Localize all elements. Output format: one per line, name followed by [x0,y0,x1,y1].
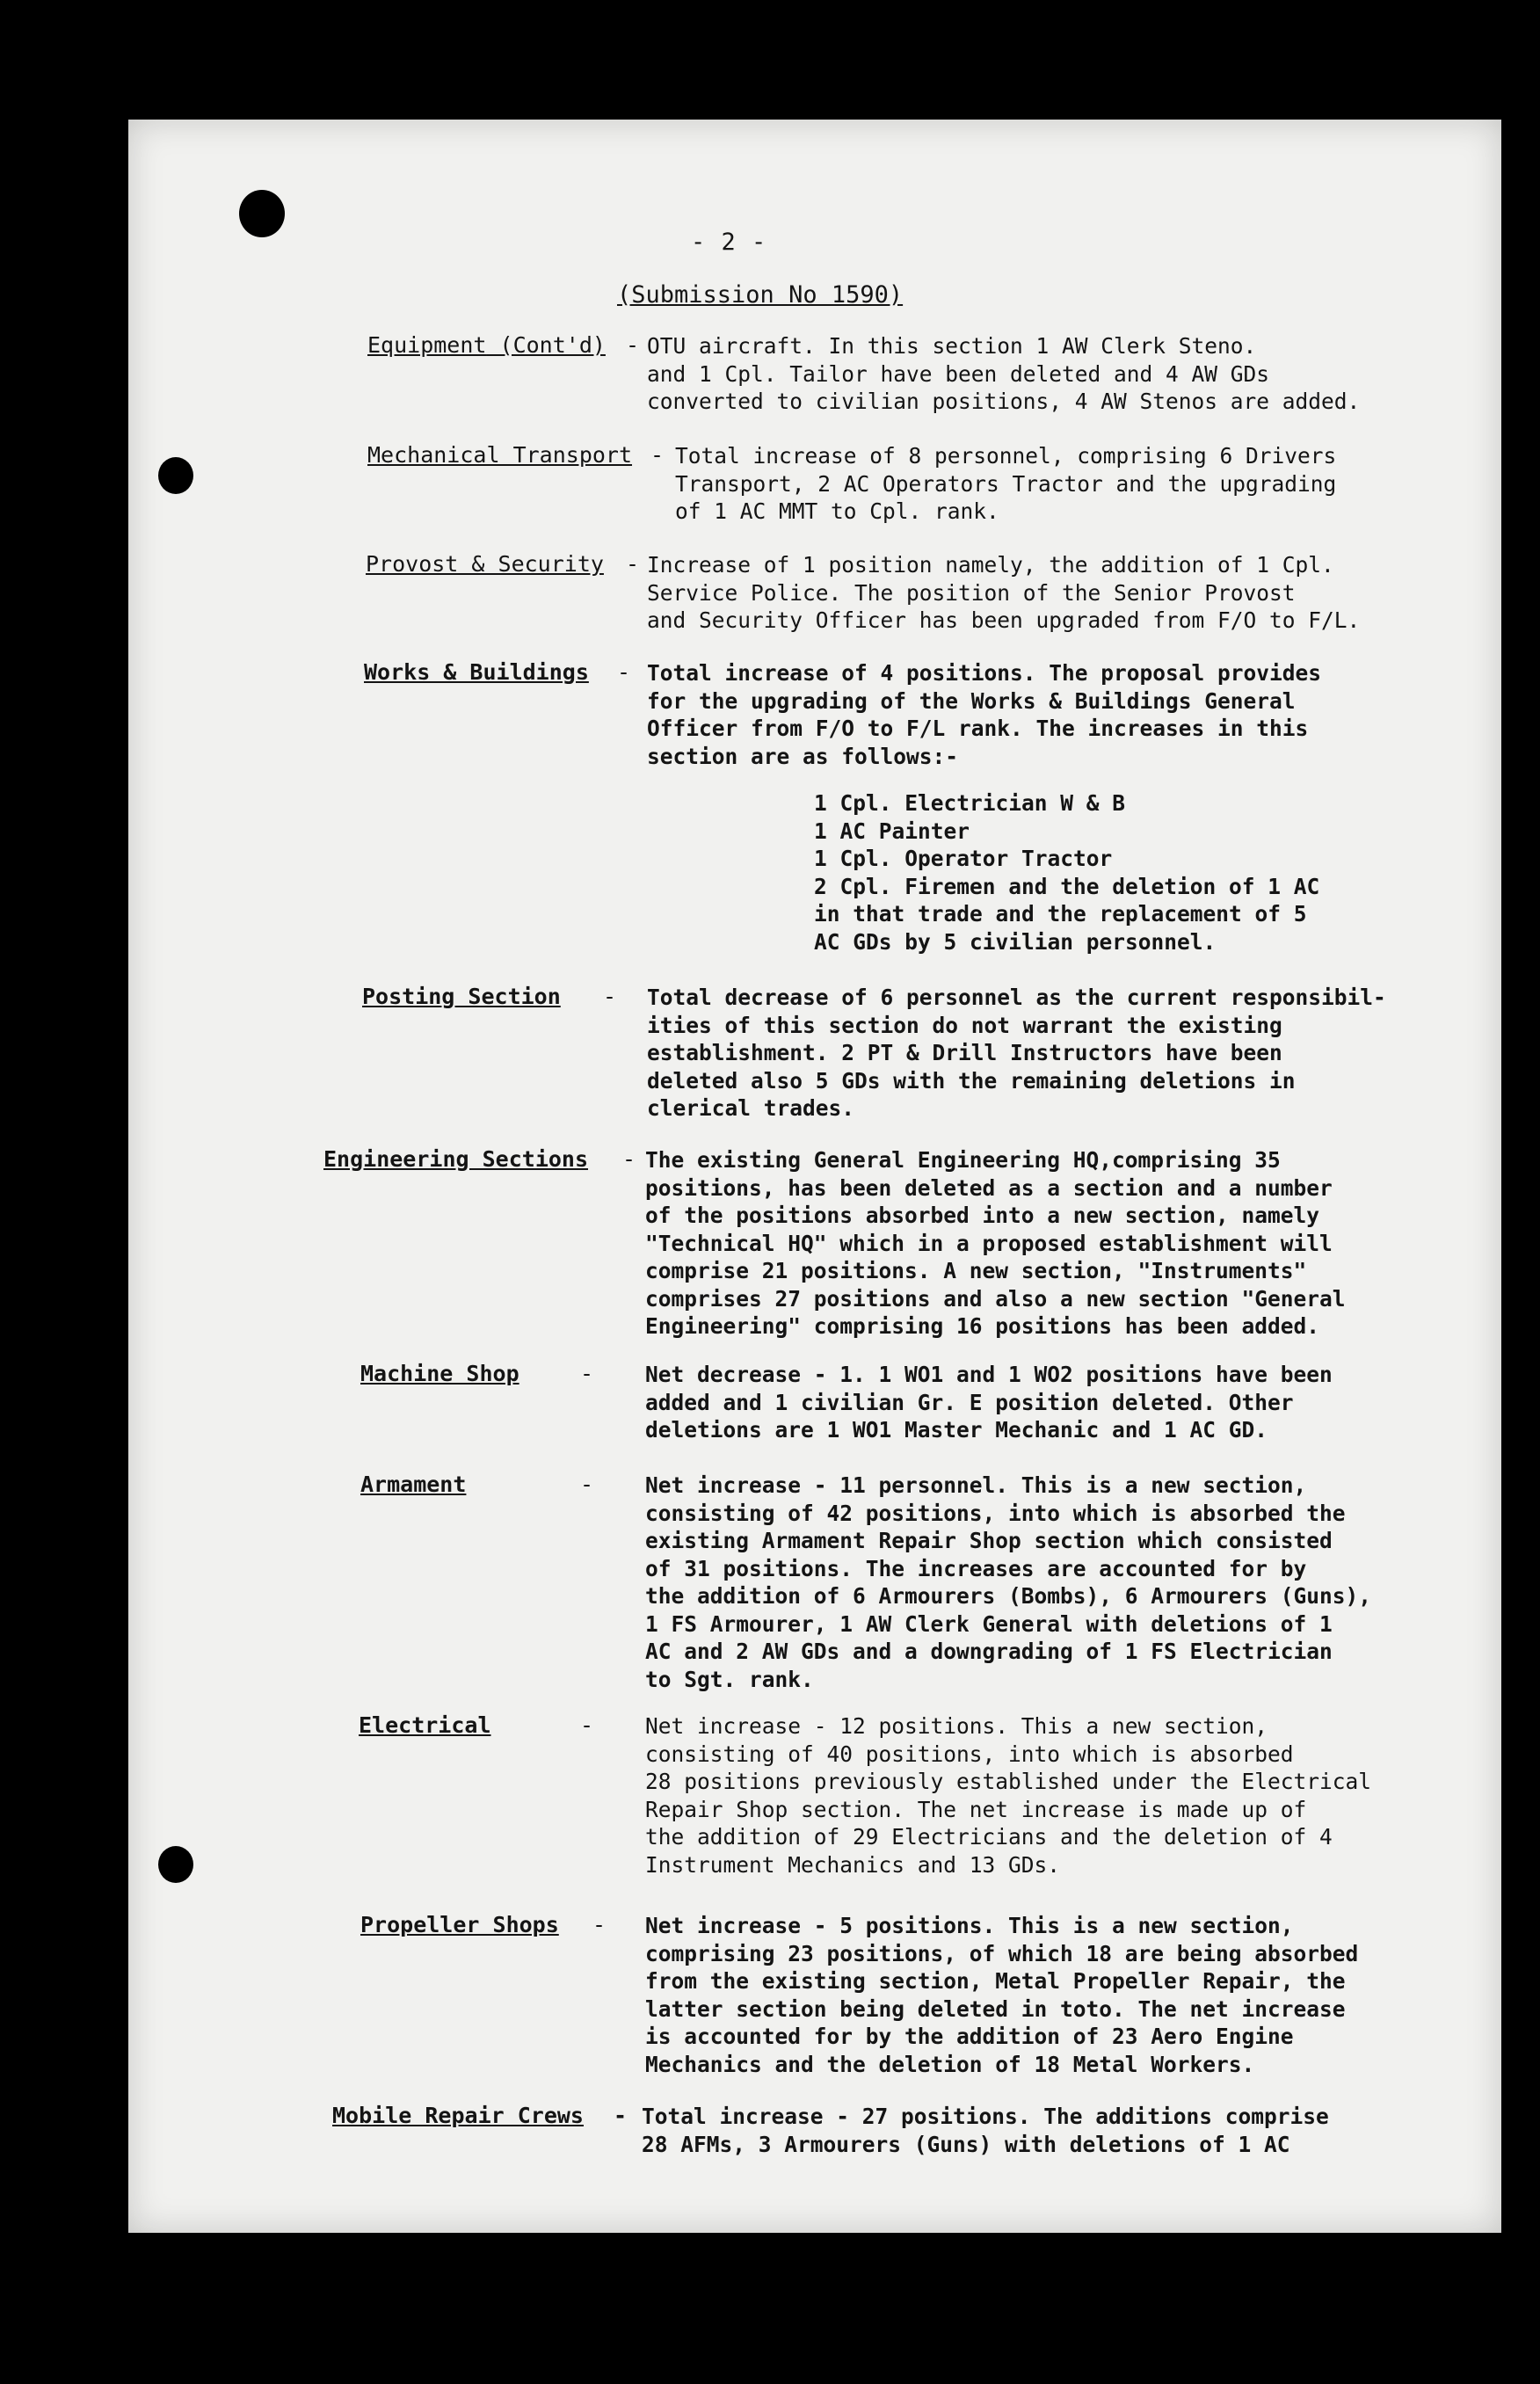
section-text: OTU aircraft. In this section 1 AW Clerk Steno. and 1 Cpl. Tailor have been deleted and 4 AW GDs converted to civilian positions, 4 AW Stenos are added. [647,333,1361,414]
section-text: Total increase of 4 positions. The proposal provides for the upgrading of the Works & Buildings General Officer from F/O to F/L rank. The increases in this section are as follows:- [647,660,1322,769]
page-number: - 2 - [691,229,767,256]
section-label: Posting Section [362,984,561,1009]
submission-number: (Submission No 1590) [617,281,904,309]
separator-dash: - [626,332,640,358]
punch-hole [158,457,193,494]
section-label: Propeller Shops [360,1912,559,1937]
section-text: Increase of 1 position namely, the addition of 1 Cpl. Service Police. The position of the Senior Provost and Security Officer has been upgraded from F/O to F/L. [647,552,1361,633]
section-label: Machine Shop [360,1361,519,1386]
section-text: Net increase - 5 positions. This is a new section, comprising 23 positions, of which 18 are being absorbed from the existing section, Metal Propeller Repair, the latter section being deleted in toto. The net increase is accounted for by the addition of 23 Aero Engine Mechanics and the deletion of 18 Metal Workers. [645,1913,1359,2077]
separator-dash: - [580,1712,594,1738]
section-text: Total increase - 27 positions. The additions comprise 28 AFMs, 3 Armourers (Guns) with deletions of 1 AC [642,2104,1329,2157]
section-label: Mechanical Transport [367,442,633,468]
separator-dash: - [592,1912,607,1937]
document-page [128,120,1501,2233]
separator-dash: - [580,1361,594,1386]
separator-dash: - [603,984,617,1009]
section-label: Provost & Security [366,551,604,577]
section-label: Equipment (Cont'd) [367,332,606,358]
increase-list: 1 Cpl. Electrician W & B 1 AC Painter 1 Cpl. Operator Tractor 2 Cpl. Firemen and the deletion of 1 AC in that trade and the replacement of 5 AC GDs by 5 civilian personnel. [814,790,1320,955]
section-label: Engineering Sections [323,1146,589,1172]
punch-hole [239,190,285,237]
section-label: Electrical [359,1712,491,1738]
section-label: Armament [360,1472,467,1497]
punch-hole [158,1846,193,1883]
separator-dash: - [614,2103,628,2128]
section-text: Total decrease of 6 personnel as the current responsibil- ities of this section do not warrant the existing establishment. 2 PT & Drill Instructors have been deleted also 5 GDs with the remaining deletions in clerical trades. [647,985,1386,1121]
section-text: Net increase - 12 positions. This a new section, consisting of 40 positions, into which is absorbed 28 positions previously established under the Electrical Repair Shop section. The net increase is made up of the addition of 29 Electricians and the deletion of 4 Instrument Mechanics and 13 GDs. [645,1713,1372,1878]
section-text: Net decrease - 1. 1 WO1 and 1 WO2 positions have been added and 1 civilian Gr. E position deleted. Other deletions are 1 WO1 Master Mechanic and 1 AC GD. [645,1362,1333,1443]
separator-dash: - [622,1146,636,1172]
section-label: Mobile Repair Crews [332,2103,584,2128]
separator-dash: - [580,1472,594,1497]
separator-dash: - [617,659,631,685]
section-text: The existing General Engineering HQ,comprising 35 positions, has been deleted as a section and a number of the positions absorbed into a new section, namely "Technical HQ" which in a proposed establishment will comprise 21 positions. A new section, "Instruments" comprises 27 positions and also a new section "General Engineering" comprising 16 positions has been added. [645,1147,1346,1339]
separator-dash: - [626,551,640,577]
section-text: Net increase - 11 personnel. This is a new section, consisting of 42 positions, into which is absorbed the existing Armament Repair Shop section which consisted of 31 positions. The increases are accounted for by the addition of 6 Armourers (Bombs), 6 Armourers (Guns), 1 FS Armourer, 1 AW Clerk General with deletions of 1 AC and 2 AW GDs and a downgrading of 1 FS Electrician to Sgt. rank. [645,1472,1372,1692]
section-text: Total increase of 8 personnel, comprising 6 Drivers Transport, 2 AC Operators Tractor and the upgrading of 1 AC MMT to Cpl. rank. [675,443,1337,524]
section-label: Works & Buildings [364,659,589,685]
separator-dash: - [650,442,665,468]
